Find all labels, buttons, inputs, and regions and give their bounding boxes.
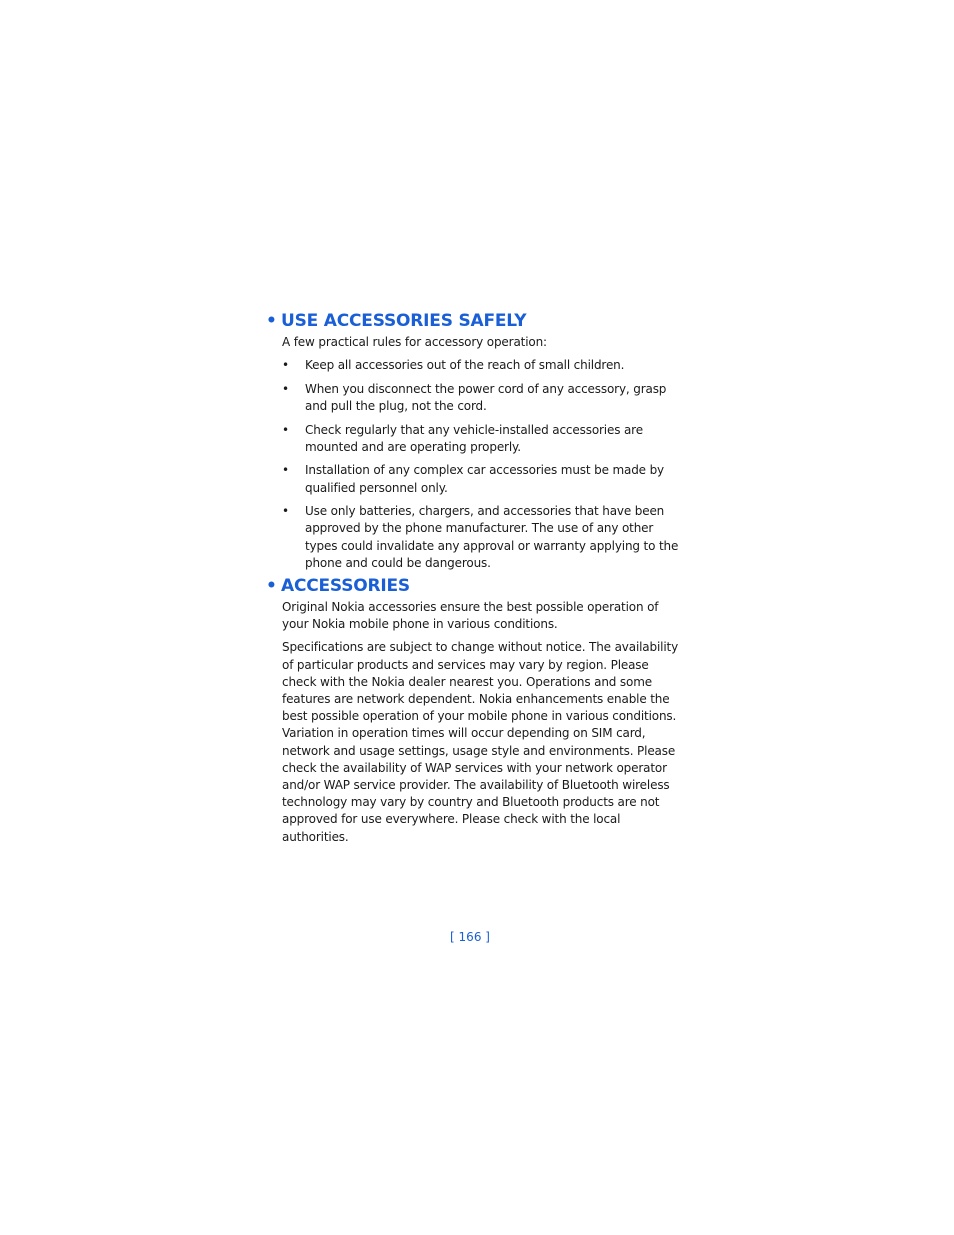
list-item	[282, 462, 686, 496]
section-heading	[266, 576, 686, 596]
bullet-dot: •	[282, 358, 289, 373]
list-item	[282, 503, 686, 572]
paragraph: Specifications are subject to change without notice. The availability of particular products and services may vary by region. Please check with the Nokia dealer nearest you. Operations and some features are network dependent. Nokia enhancements enable the best possible operation of your mobile phone in various conditions. Variation in operation times will occur depending on SIM card, network and usage settings, usage style and environments. Please check the availability of WAP services with your network operator and/or WAP service provider. The availability of Bluetooth wireless technology may vary by country and Bluetooth products are not approved for use everywhere. Please check with the local authorities.	[282, 640, 679, 844]
section-intro: A few practical rules for accessory operation:	[282, 335, 547, 349]
section-accessories	[266, 576, 686, 852]
list-item	[282, 357, 686, 374]
heading-text: USE ACCESSORIES SAFELY	[281, 311, 527, 331]
bullet-dot: •	[282, 422, 289, 437]
list-item	[282, 381, 686, 415]
list-item-text: Keep all accessories out of the reach of small children.	[305, 358, 625, 373]
section-use-accessories-safely	[266, 311, 686, 578]
heading-bullet: •	[266, 311, 277, 331]
bullet-list	[282, 357, 686, 572]
page-number: [ 166 ]	[450, 930, 490, 944]
bullet-dot: •	[282, 381, 289, 396]
list-item-text: When you disconnect the power cord of any accessory, grasp and pull the plug, not the cord.	[305, 381, 667, 413]
heading-bullet: •	[266, 576, 277, 596]
list-item	[282, 422, 686, 456]
list-item-text: Check regularly that any vehicle-installed accessories are mounted and are operating properly.	[305, 422, 643, 454]
heading-text: ACCESSORIES	[281, 576, 410, 596]
list-item-text: Use only batteries, chargers, and accessories that have been approved by the phone manufacturer. The use of any other types could invalidate any approval or warranty applying to the phone and could be dangerous.	[305, 504, 679, 570]
bullet-dot: •	[282, 504, 289, 519]
bullet-dot: •	[282, 463, 289, 478]
section-heading	[266, 311, 686, 331]
list-item-text: Installation of any complex car accessories must be made by qualified personnel only.	[305, 463, 665, 495]
paragraph: Original Nokia accessories ensure the best possible operation of your Nokia mobile phone in various conditions.	[282, 600, 659, 632]
